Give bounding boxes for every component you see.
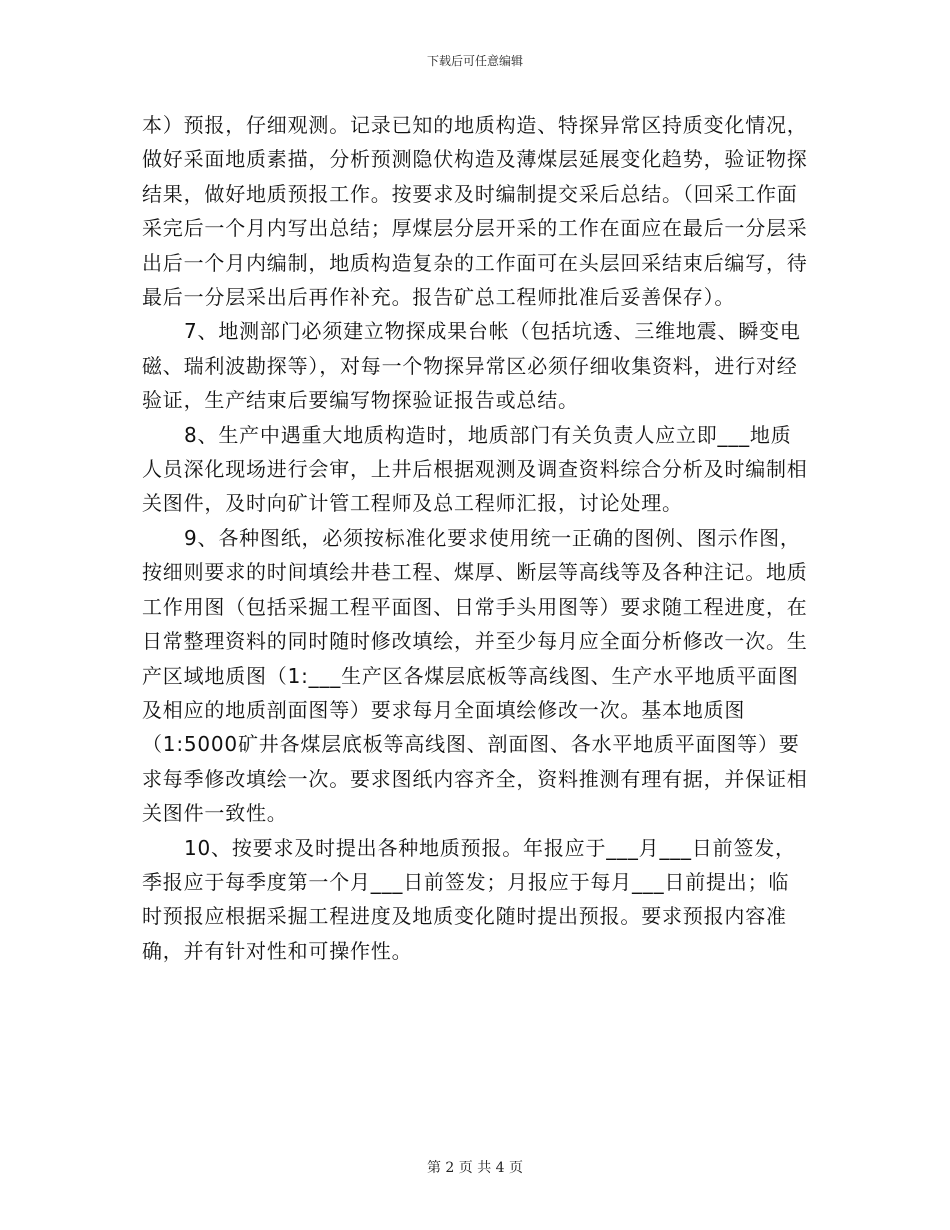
paragraph-9: 9、各种图纸，必须按标准化要求使用统一正确的图例、图示作图，按细则要求的时间填绘井巷工程、煤厚、断层等高线等及各种注记。地质工作用图（包括采掘工程平面图、日常手头用图等）要求随工程进度，在日常整理资料的同时随时修改填绘，并至少每月应全面分析修改一次。生产区域地质图（1:___生产区各煤层底板等高线图、生产水平地质平面图及相应的地质剖面图等）要求每月全面填绘修改一次。基本地质图（1:5000矿井各煤层底板等高线图、剖面图、各水平地质平面图等）要求每季修改填绘一次。要求图纸内容齐全，资料推测有理有据，并保证相关图件一致性。 <box>142 525 808 826</box>
document-body <box>142 108 808 968</box>
page-number: 第 2 页 共 4 页 <box>426 1160 524 1176</box>
paragraph-continued: 本）预报，仔细观测。记录已知的地质构造、特探异常区持质变化情况，做好采面地质素描，分析预测隐伏构造及薄煤层延展变化趋势，验证物探结果，做好地质预报工作。按要求及时编制提交采后总结。（回采工作面采完后一个月内写出总结；厚煤层分层开采的工作在面应在最后一分层采出后一个月内编制，地质构造复杂的工作面可在头层回采结束后编写，待最后一分层采出后再作补充。报告矿总工程师批准后妥善保存）。 <box>142 113 808 310</box>
paragraph-7: 7、地测部门必须建立物探成果台帐（包括坑透、三维地震、瞬变电磁、瑞利波勘探等），对每一个物探异常区必须仔细收集资料，进行对经验证，生产结束后要编写物探验证报告或总结。 <box>142 319 801 413</box>
paragraph-8: 8、生产中遇重大地质构造时，地质部门有关负责人应立即___地质人员深化现场进行会审，上井后根据观测及调查资料综合分析及时编制相关图件，及时向矿计管工程师及总工程师汇报，讨论处理。 <box>142 422 808 516</box>
paragraph-10: 10、按要求及时提出各种地质预报。年报应于___月___日前签发，季报应于每季度第一个月___日前签发；月报应于每月___日前提出；临时预报应根据采掘工程进度及地质变化随时提出预报。要求预报内容准确，并有针对性和可操作性。 <box>142 835 796 963</box>
page-header: 下载后可任意编辑 <box>426 54 523 68</box>
